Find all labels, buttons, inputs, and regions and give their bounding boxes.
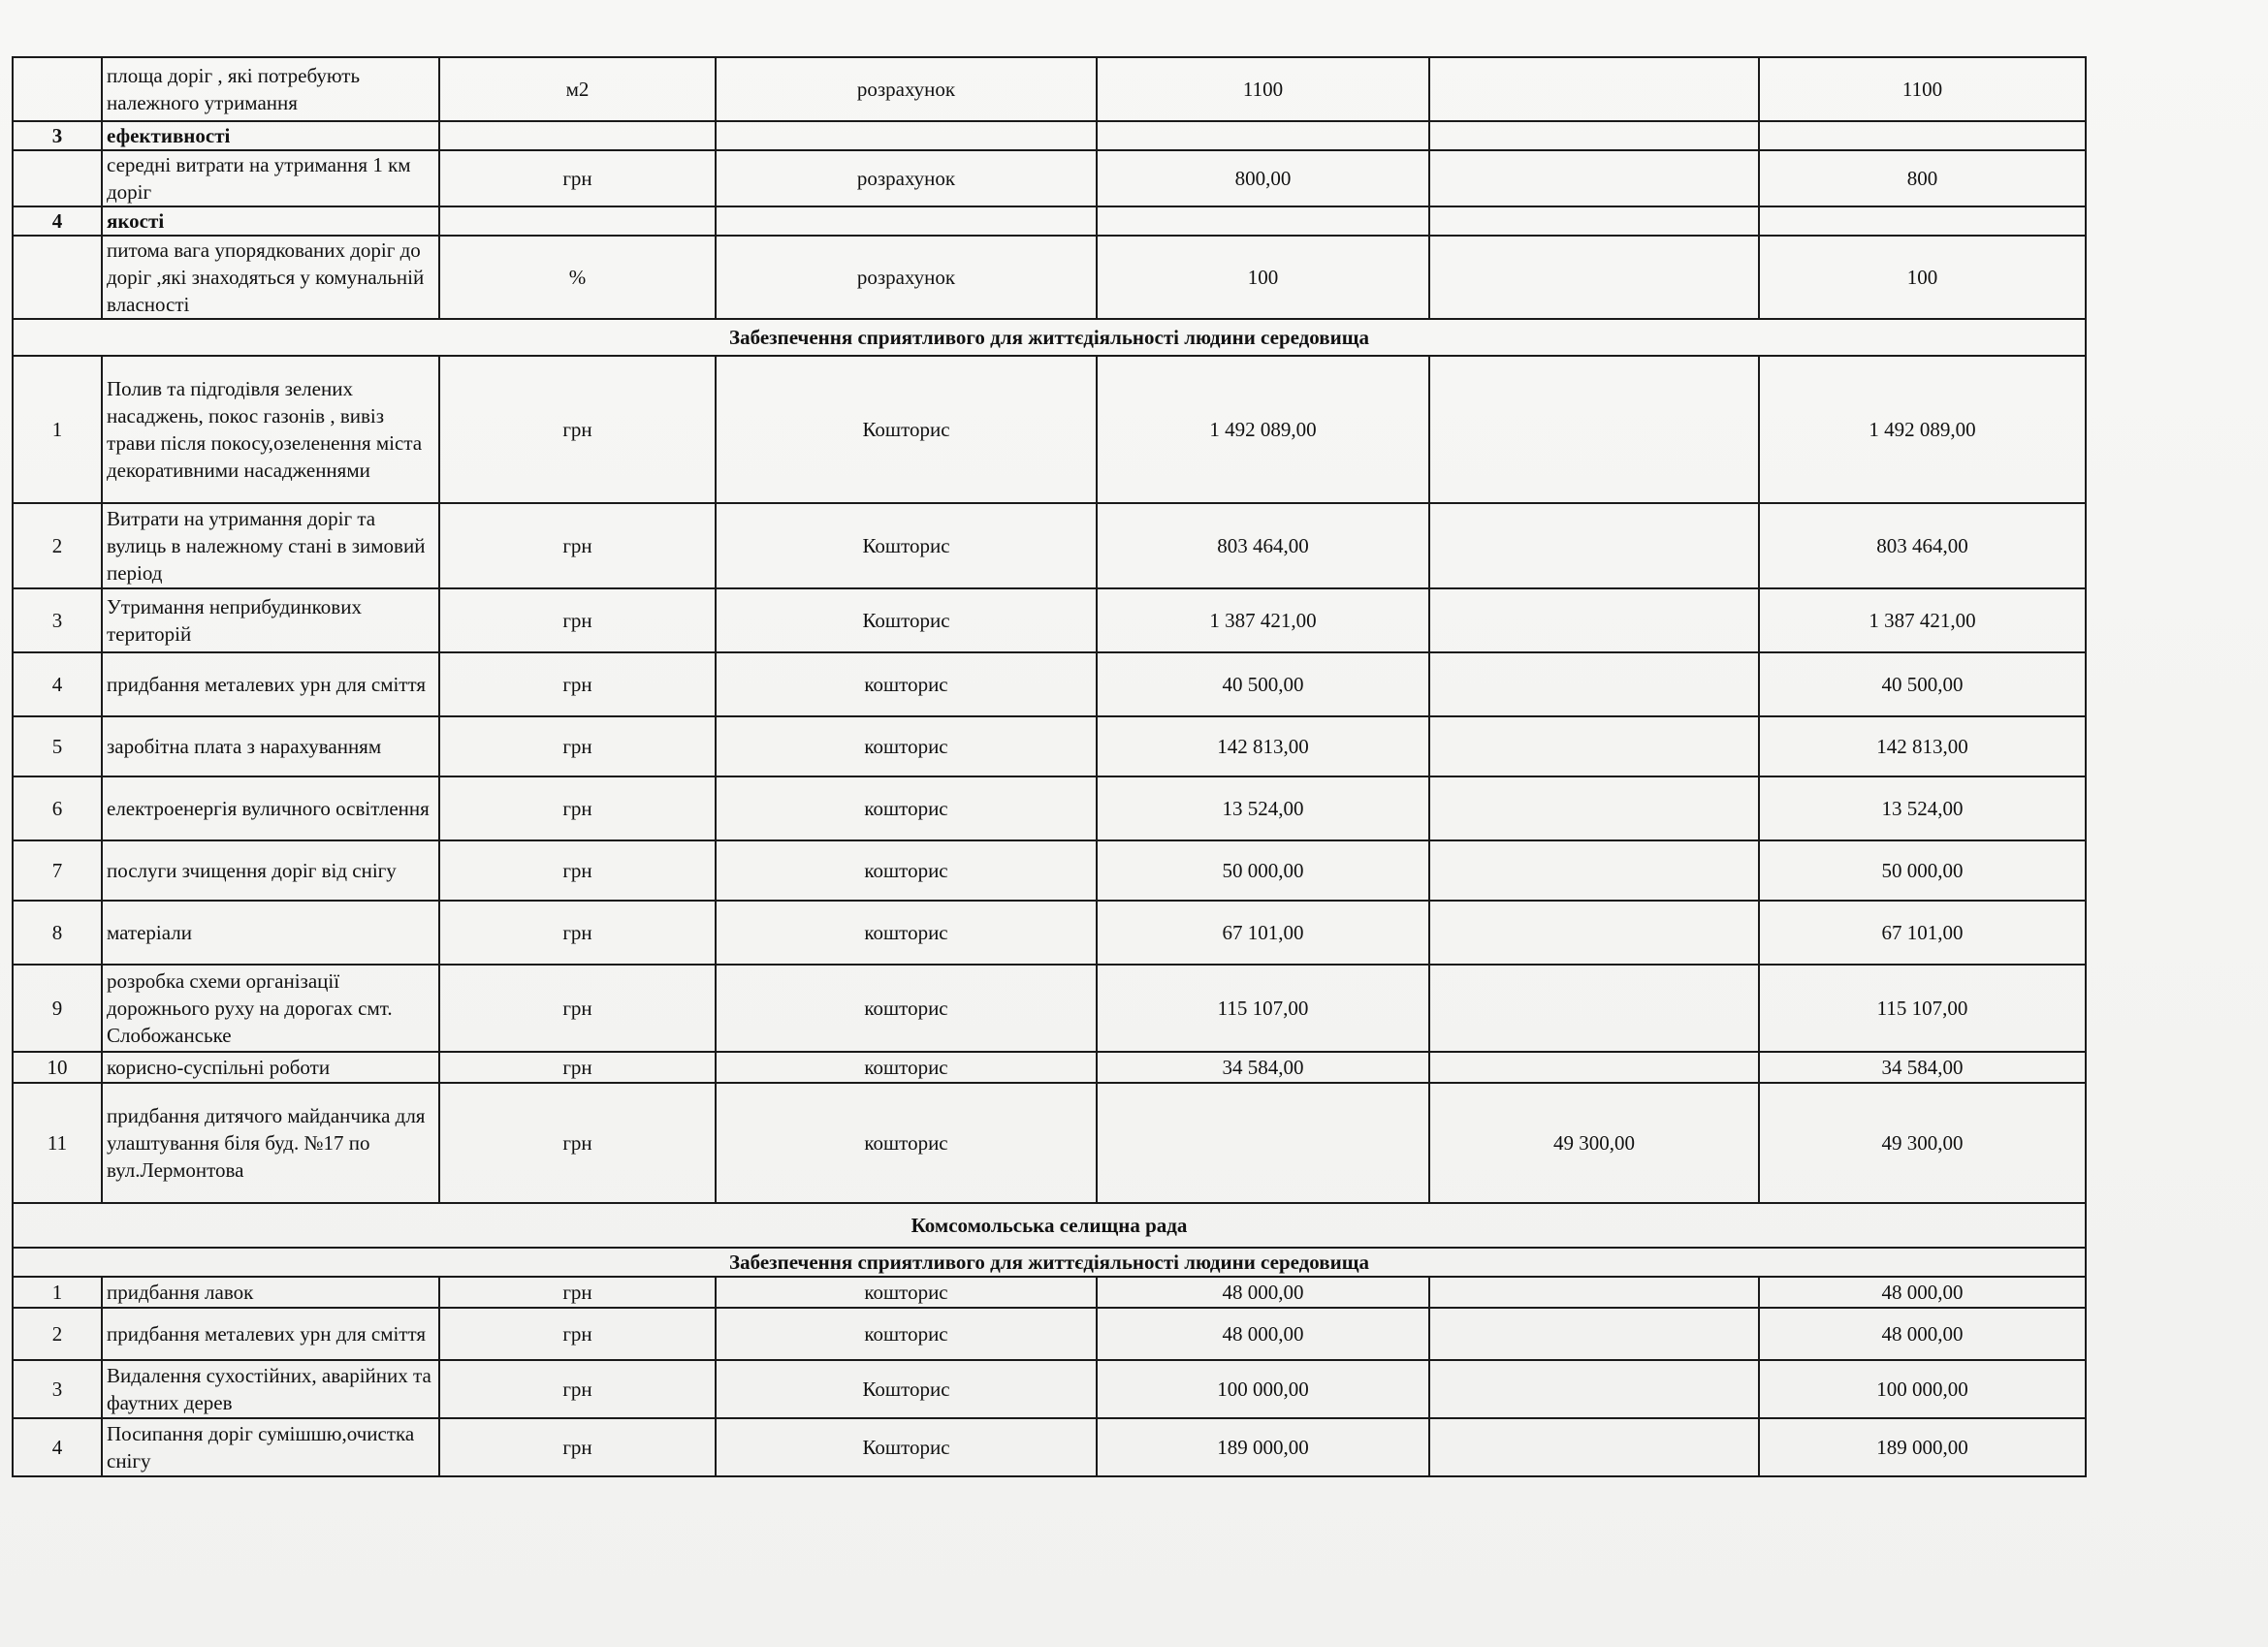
- row-total: 115 107,00: [1759, 965, 2086, 1052]
- row-number: 9: [13, 965, 102, 1052]
- row-total: 34 584,00: [1759, 1052, 2086, 1083]
- row-name: Полив та підгодівля зелених насаджень, покос газонів , вивіз трави після покосу,озеленення міста декоративними насадженнями: [102, 356, 439, 503]
- row-special-fund: [1429, 588, 1759, 652]
- table-row: [13, 716, 2086, 776]
- table-row: [13, 150, 2086, 206]
- row-total: 189 000,00: [1759, 1418, 2086, 1476]
- row-number: [13, 236, 102, 319]
- row-total: 1 492 089,00: [1759, 356, 2086, 503]
- row-source: кошторис: [716, 716, 1097, 776]
- row-number: 1: [13, 356, 102, 503]
- row-unit: грн: [439, 840, 716, 901]
- table-row: [13, 1083, 2086, 1203]
- row-total: 1100: [1759, 57, 2086, 121]
- council-title: Комсомольська селищна рада: [13, 1203, 2086, 1248]
- row-general-fund: 142 813,00: [1097, 716, 1429, 776]
- row-name: електроенергія вуличного освітлення: [102, 776, 439, 840]
- row-name: якості: [102, 206, 439, 236]
- row-name: корисно-суспільні роботи: [102, 1052, 439, 1083]
- table-row: [13, 901, 2086, 965]
- section-row: [13, 319, 2086, 356]
- row-name: середні витрати на утримання 1 км доріг: [102, 150, 439, 206]
- row-special-fund: [1429, 503, 1759, 588]
- row-total: 100 000,00: [1759, 1360, 2086, 1418]
- table-row: [13, 236, 2086, 319]
- section-row: [13, 1203, 2086, 1248]
- row-general-fund: 1100: [1097, 57, 1429, 121]
- row-total: 1 387 421,00: [1759, 588, 2086, 652]
- row-number: 3: [13, 588, 102, 652]
- row-number: 8: [13, 901, 102, 965]
- row-name: площа доріг , які потребують належного утримання: [102, 57, 439, 121]
- row-unit: грн: [439, 1083, 716, 1203]
- table-row: [13, 1052, 2086, 1083]
- row-general-fund: 34 584,00: [1097, 1052, 1429, 1083]
- table-row: [13, 652, 2086, 716]
- row-number: 2: [13, 1308, 102, 1360]
- row-number: 11: [13, 1083, 102, 1203]
- row-name: послуги зчищення доріг від снігу: [102, 840, 439, 901]
- row-general-fund: 50 000,00: [1097, 840, 1429, 901]
- row-unit: грн: [439, 1277, 716, 1308]
- row-source: кошторис: [716, 1083, 1097, 1203]
- table-row: [13, 503, 2086, 588]
- row-name: Витрати на утримання доріг та вулиць в належному стані в зимовий період: [102, 503, 439, 588]
- row-special-fund: [1429, 901, 1759, 965]
- table-row: [13, 121, 2086, 150]
- row-name: придбання металевих урн для сміття: [102, 652, 439, 716]
- row-number: 2: [13, 503, 102, 588]
- row-general-fund: [1097, 206, 1429, 236]
- row-source: кошторис: [716, 901, 1097, 965]
- row-name: Видалення сухостійних, аварійних та фаутних дерев: [102, 1360, 439, 1418]
- row-special-fund: [1429, 1277, 1759, 1308]
- row-unit: грн: [439, 901, 716, 965]
- row-total: 40 500,00: [1759, 652, 2086, 716]
- row-source: [716, 206, 1097, 236]
- row-source: кошторис: [716, 1277, 1097, 1308]
- row-unit: грн: [439, 356, 716, 503]
- row-number: 3: [13, 1360, 102, 1418]
- row-number: 5: [13, 716, 102, 776]
- section-row: [13, 1248, 2086, 1277]
- row-total: [1759, 121, 2086, 150]
- row-source: розрахунок: [716, 57, 1097, 121]
- row-general-fund: 803 464,00: [1097, 503, 1429, 588]
- table-row: [13, 776, 2086, 840]
- row-name: Посипання доріг сумішшю,очистка снігу: [102, 1418, 439, 1476]
- row-general-fund: 189 000,00: [1097, 1418, 1429, 1476]
- row-unit: грн: [439, 503, 716, 588]
- row-total: 67 101,00: [1759, 901, 2086, 965]
- row-unit: грн: [439, 1418, 716, 1476]
- row-number: 4: [13, 652, 102, 716]
- section-title: Забезпечення сприятливого для життєдіяльності людини середовища: [13, 1248, 2086, 1277]
- row-number: [13, 57, 102, 121]
- row-total: 48 000,00: [1759, 1277, 2086, 1308]
- row-general-fund: 48 000,00: [1097, 1308, 1429, 1360]
- row-source: кошторис: [716, 776, 1097, 840]
- row-name: матеріали: [102, 901, 439, 965]
- row-total: 50 000,00: [1759, 840, 2086, 901]
- row-special-fund: 49 300,00: [1429, 1083, 1759, 1203]
- row-special-fund: [1429, 652, 1759, 716]
- row-name: придбання дитячого майданчика для улаштування біля буд. №17 по вул.Лермонтова: [102, 1083, 439, 1203]
- row-unit: грн: [439, 965, 716, 1052]
- table-row: [13, 1277, 2086, 1308]
- row-name: заробітна плата з нарахуванням: [102, 716, 439, 776]
- row-unit: грн: [439, 1052, 716, 1083]
- row-source: [716, 121, 1097, 150]
- row-total: 49 300,00: [1759, 1083, 2086, 1203]
- row-source: Кошторис: [716, 588, 1097, 652]
- row-number: 7: [13, 840, 102, 901]
- table-row: [13, 588, 2086, 652]
- row-special-fund: [1429, 716, 1759, 776]
- row-total: 100: [1759, 236, 2086, 319]
- row-general-fund: 100: [1097, 236, 1429, 319]
- row-general-fund: 1 387 421,00: [1097, 588, 1429, 652]
- row-unit: грн: [439, 588, 716, 652]
- row-total: 48 000,00: [1759, 1308, 2086, 1360]
- row-general-fund: 40 500,00: [1097, 652, 1429, 716]
- row-source: кошторис: [716, 1308, 1097, 1360]
- row-name: ефективності: [102, 121, 439, 150]
- row-special-fund: [1429, 1360, 1759, 1418]
- row-number: 1: [13, 1277, 102, 1308]
- row-name: Утримання неприбудинкових територій: [102, 588, 439, 652]
- table-row: [13, 1308, 2086, 1360]
- row-source: розрахунок: [716, 236, 1097, 319]
- row-general-fund: 13 524,00: [1097, 776, 1429, 840]
- row-total: 142 813,00: [1759, 716, 2086, 776]
- row-unit: грн: [439, 1360, 716, 1418]
- row-source: кошторис: [716, 1052, 1097, 1083]
- row-special-fund: [1429, 57, 1759, 121]
- table-row: [13, 206, 2086, 236]
- row-source: розрахунок: [716, 150, 1097, 206]
- row-general-fund: [1097, 1083, 1429, 1203]
- row-number: 3: [13, 121, 102, 150]
- row-unit: м2: [439, 57, 716, 121]
- row-special-fund: [1429, 965, 1759, 1052]
- row-general-fund: 115 107,00: [1097, 965, 1429, 1052]
- row-general-fund: 67 101,00: [1097, 901, 1429, 965]
- row-name: придбання лавок: [102, 1277, 439, 1308]
- row-source: кошторис: [716, 840, 1097, 901]
- section-title: Забезпечення сприятливого для життєдіяльності людини середовища: [13, 319, 2086, 356]
- row-name: питома вага упорядкованих доріг до доріг ,які знаходяться у комунальній власності: [102, 236, 439, 319]
- row-name: придбання металевих урн для сміття: [102, 1308, 439, 1360]
- row-general-fund: [1097, 121, 1429, 150]
- row-source: кошторис: [716, 965, 1097, 1052]
- row-unit: грн: [439, 150, 716, 206]
- row-unit: грн: [439, 652, 716, 716]
- row-special-fund: [1429, 206, 1759, 236]
- row-number: 6: [13, 776, 102, 840]
- row-general-fund: 1 492 089,00: [1097, 356, 1429, 503]
- row-special-fund: [1429, 776, 1759, 840]
- row-source: Кошторис: [716, 503, 1097, 588]
- row-source: кошторис: [716, 652, 1097, 716]
- row-special-fund: [1429, 840, 1759, 901]
- row-special-fund: [1429, 121, 1759, 150]
- row-source: Кошторис: [716, 1418, 1097, 1476]
- row-number: 10: [13, 1052, 102, 1083]
- table-row: [13, 965, 2086, 1052]
- row-total: 800: [1759, 150, 2086, 206]
- row-general-fund: 100 000,00: [1097, 1360, 1429, 1418]
- row-special-fund: [1429, 356, 1759, 503]
- row-unit: [439, 121, 716, 150]
- table-row: [13, 840, 2086, 901]
- row-unit: %: [439, 236, 716, 319]
- row-special-fund: [1429, 1308, 1759, 1360]
- row-total: 803 464,00: [1759, 503, 2086, 588]
- budget-table: [12, 56, 2087, 1477]
- row-unit: [439, 206, 716, 236]
- row-source: Кошторис: [716, 356, 1097, 503]
- row-number: 4: [13, 206, 102, 236]
- row-name: розробка схеми організації дорожнього руху на дорогах смт. Слобожанське: [102, 965, 439, 1052]
- row-general-fund: 800,00: [1097, 150, 1429, 206]
- row-total: 13 524,00: [1759, 776, 2086, 840]
- row-number: 4: [13, 1418, 102, 1476]
- row-special-fund: [1429, 150, 1759, 206]
- row-special-fund: [1429, 236, 1759, 319]
- row-unit: грн: [439, 1308, 716, 1360]
- row-unit: грн: [439, 716, 716, 776]
- row-general-fund: 48 000,00: [1097, 1277, 1429, 1308]
- row-unit: грн: [439, 776, 716, 840]
- row-special-fund: [1429, 1418, 1759, 1476]
- table-row: [13, 57, 2086, 121]
- table-row: [13, 1418, 2086, 1476]
- row-total: [1759, 206, 2086, 236]
- table-row: [13, 356, 2086, 503]
- row-number: [13, 150, 102, 206]
- row-special-fund: [1429, 1052, 1759, 1083]
- row-source: Кошторис: [716, 1360, 1097, 1418]
- table-row: [13, 1360, 2086, 1418]
